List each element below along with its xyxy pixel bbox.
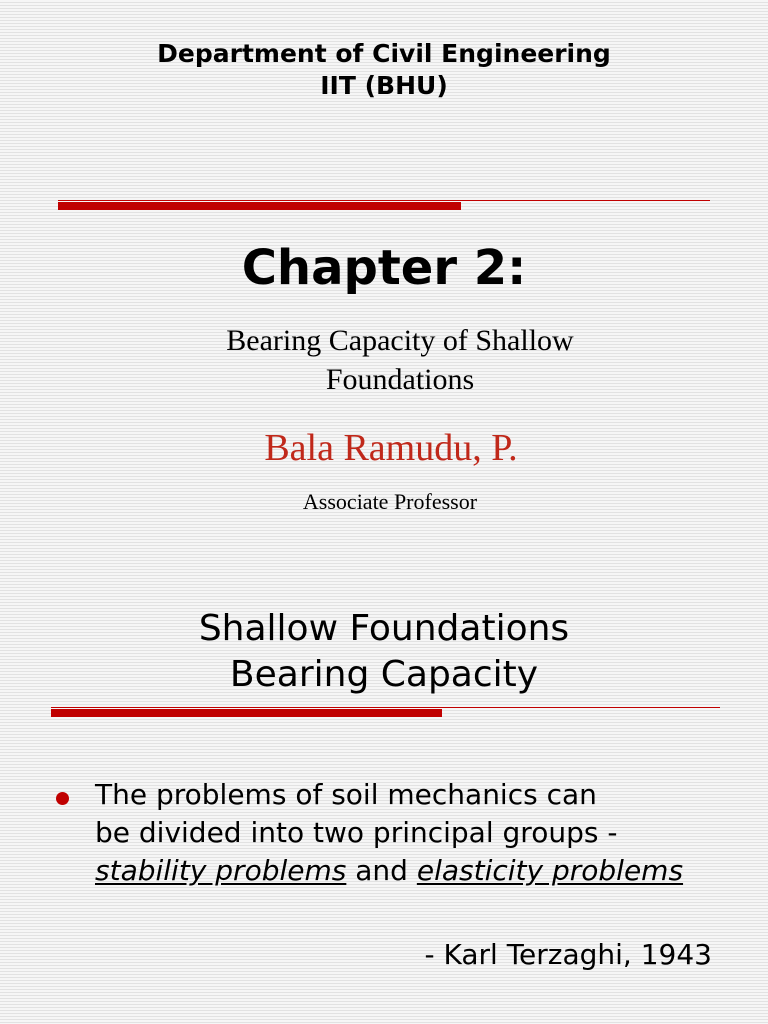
- chapter-subtitle: [0, 321, 768, 399]
- chapter-title: Chapter 2:: [241, 240, 527, 296]
- author-name: Bala Ramudu, P.: [264, 427, 518, 469]
- term-elasticity-problems: elasticity problems: [416, 854, 684, 887]
- bullet-icon: [56, 792, 69, 805]
- quote-connector: and: [355, 854, 408, 887]
- quote-attribution: - Karl Terzaghi, 1943: [424, 938, 712, 971]
- quote-line-3: [95, 852, 735, 890]
- subtitle-line-2: Foundations: [325, 363, 475, 396]
- section-heading-line-2: Bearing Capacity: [229, 654, 539, 695]
- quote-line-2: be divided into two principal groups -: [95, 816, 618, 849]
- subtitle-line-1: Bearing Capacity of Shallow: [226, 324, 574, 357]
- institute-name: IIT (BHU): [320, 71, 448, 100]
- author-role: Associate Professor: [302, 489, 478, 514]
- section-heading-line-1: Shallow Foundations: [198, 608, 570, 649]
- term-stability-problems: stability problems: [95, 854, 347, 887]
- section-heading: [150, 606, 618, 698]
- quote-line-1: The problems of soil mechanics can: [95, 778, 597, 811]
- department-name: Department of Civil Engineering: [157, 39, 611, 68]
- top-divider-thin: [58, 200, 710, 201]
- middle-divider-thin: [51, 707, 720, 708]
- department-header: [0, 38, 768, 102]
- top-divider-thick: [58, 202, 461, 210]
- quote-text: [95, 776, 735, 890]
- middle-divider-thick: [51, 709, 442, 717]
